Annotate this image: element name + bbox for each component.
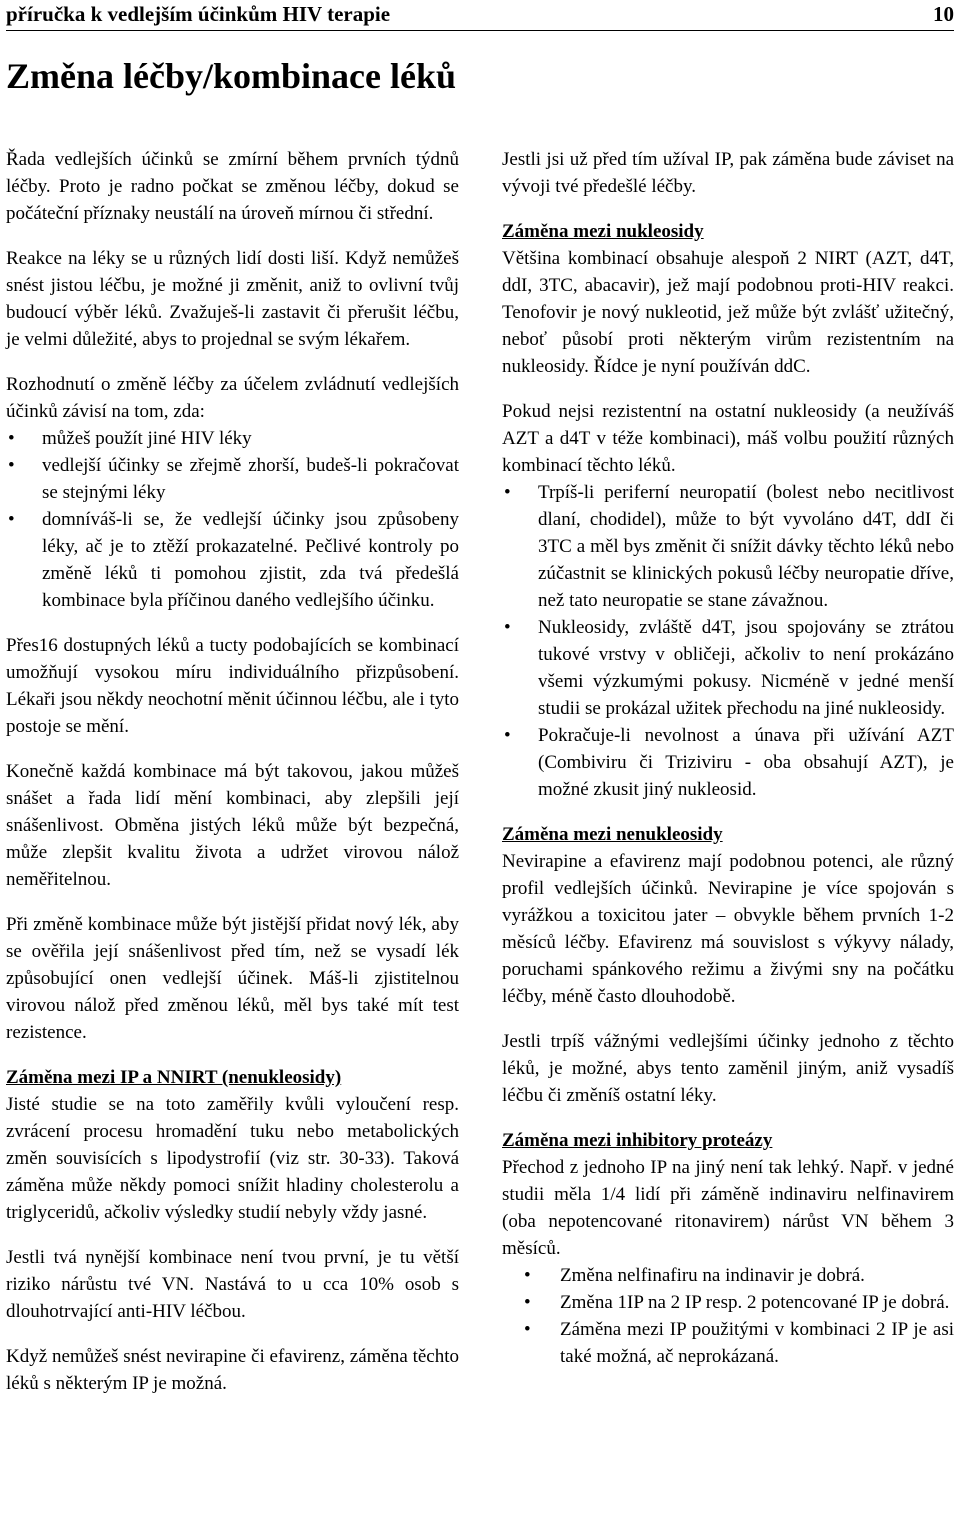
paragraph: Jisté studie se na toto zaměřily kvůli vyloučení resp. zvrácení procesu hromadění tuku nebo metabolických změn souvisících s lipodystrofií (viz str. 30-33). Taková záměna může někdy pomoci snížit hladiny cholesterolu a triglyceridů, ačkoliv výsledky studií nebyly vždy jasné. bbox=[6, 1094, 459, 1223]
page-title: Změna léčby/kombinace léků bbox=[6, 56, 457, 96]
paragraph: Jestli trpíš vážnými vedlejšími účinky jednoho z těchto léků, je možné, abys tento zaměnil jiným, aniž vysadíš léčbu či změníš ostatní léky. bbox=[502, 1031, 954, 1106]
bullet-list bbox=[502, 1262, 954, 1370]
paragraph: Většina kombinací obsahuje alespoň 2 NIRT (AZT, d4T, ddI, 3TC, abacavir), jež mají podobnou proti-HIV reakci. Tenofovir je nový nukleotid, jež může být zvlášť užitečný, neboť působí proti některým virům rezistentním na nukleosidy. Řídce je nyní používán ddC. bbox=[502, 248, 954, 377]
bullet-list bbox=[502, 479, 954, 803]
section-heading-ip-nnirt: Záměna mezi IP a NNIRT (nenukleosidy) bbox=[6, 1067, 342, 1088]
list-item: • Změna 1IP na 2 IP resp. 2 potencované IP je dobrá. bbox=[502, 1289, 954, 1316]
list-item: • Nukleosidy, zvláště d4T, jsou spojovány se ztrátou tukové vrstvy v obličeji, ačkoliv to není prokázáno všemi výzkumými pokusy. Nicméně v jedné menší studii se prokázal užitek přechodu na jiné nukleosidy. bbox=[502, 614, 954, 722]
list-item: • Změna nelfinafiru na indinavir je dobrá. bbox=[502, 1262, 954, 1289]
paragraph: Když nemůžeš snést nevirapine či efavirenz, záměna těchto léků s některým IP je možná. bbox=[6, 1346, 459, 1394]
section-heading-nenukleosidy: Záměna mezi nenukleosidy bbox=[502, 824, 723, 845]
paragraph: Přes16 dostupných léků a tucty podobajících se kombinací umožňují vysokou míru individuálního přizpůsobení. Lékaři jsou někdy neochotní měnit účinnou léčbu, ale i tyto postoje se mění. bbox=[6, 635, 459, 737]
paragraph: Při změně kombinace může být jistější přidat nový lék, aby se ověřila její snášenlivost před tím, než se vysadí lék způsobující onen vedlejší účinek. Máš-li zjistitelnou virovou nálož před změnou léků, měl bys také mít test rezistence. bbox=[6, 914, 459, 1043]
running-header bbox=[6, 0, 954, 27]
list-item: • Pokračuje-li nevolnost a únava při užívání AZT (Combiviru či Triziviru - oba obsahují AZT), je možné zkusit jiný nukleosid. bbox=[502, 722, 954, 803]
list-item: • vedlejší účinky se zřejmě zhorší, budeš-li pokračovat se stejnými léky bbox=[6, 452, 459, 506]
paragraph: Jestli jsi už před tím užíval IP, pak záměna bude záviset na vývoji tvé předešlé léčby. bbox=[502, 149, 954, 197]
right-column bbox=[502, 146, 954, 1415]
paragraph: Nevirapine a efavirenz mají podobnou potenci, ale různý profil vedlejších účinků. Nevirapine je více spojován s vyrážkou a toxicitou jater – obvykle během prvních 1-2 měsíců léčby. Efavirenz má souvislost s výkyvy nálady, poruchami spánkového režimu a živými sny na počátku léčby, méně často dlouhodobě. bbox=[502, 851, 954, 1007]
section-heading-inhibitory: Záměna mezi inhibitory proteázy bbox=[502, 1130, 773, 1151]
paragraph: Rozhodnutí o změně léčby za účelem zvládnutí vedlejších účinků závisí na tom, zda: bbox=[6, 374, 459, 422]
running-title: příručka k vedlejším účinkům HIV terapie bbox=[6, 2, 391, 26]
paragraph: Přechod z jednoho IP na jiný není tak lehký. Např. v jedné studii měla 1/4 lidí při záměně indinaviru nelfinavirem (oba nepotencované ritonavirem) nárůst VN během 3 měsíců. bbox=[502, 1157, 954, 1259]
list-item: • domníváš-li se, že vedlejší účinky jsou způsobeny léky, ač je to ztěží prokazatelné. Pečlivé kontroly po změně léků ti pomohou zjistit, zda tvá předešlá kombinace byla příčinou daného vedlejšího účinku. bbox=[6, 506, 459, 614]
section-heading-nukleosidy: Záměna mezi nukleosidy bbox=[502, 221, 704, 242]
paragraph: Jestli tvá nynější kombinace není tvou první, je tu větší riziko nárůstu tvé VN. Nastává to u cca 10% osob s dlouhotrvající anti-HIV léčbou. bbox=[6, 1247, 459, 1322]
two-column-body bbox=[6, 146, 954, 1415]
bullet-list bbox=[6, 425, 459, 614]
paragraph: Reakce na léky se u různých lidí dosti liší. Když nemůžeš snést jistou léčbu, je možné ji změnit, aniž to ovlivní tvůj budoucí výběr léků. Zvažuješ-li zastavit či přerušit léčbu, je velmi důležité, abys to projednal se svým lékařem. bbox=[6, 248, 459, 350]
page-number: 10 bbox=[933, 2, 954, 26]
header-rule bbox=[6, 30, 954, 31]
list-item: • můžeš použít jiné HIV léky bbox=[6, 425, 459, 452]
paragraph: Konečně každá kombinace má být takovou, jakou můžeš snášet a řada lidí mění kombinaci, aby zlepšili její snášenlivost. Obměna jistých léků může být bezpečná, může zlepšit kvalitu života a udržet virovou nálož neměřitelnou. bbox=[6, 761, 459, 890]
list-item: • Záměna mezi IP použitými v kombinaci 2 IP je asi také možná, ač neprokázaná. bbox=[502, 1316, 954, 1370]
left-column bbox=[6, 146, 459, 1415]
list-item: • Trpíš-li periferní neuropatií (bolest nebo necitlivost dlaní, chodidel), může to být vyvoláno d4T, ddI či 3TC a měl bys změnit či snížit dávky těchto léků nebo zúčastnit se klinických pokusů léčby neuropatie dříve, než tato neuropatie se stane závažnou. bbox=[502, 479, 954, 614]
paragraph: Pokud nejsi rezistentní na ostatní nukleosidy (a neužíváš AZT a d4T v téže kombinaci), máš volbu použití různých kombinací těchto léků. bbox=[502, 401, 954, 476]
paragraph: Řada vedlejších účinků se zmírní během prvních týdnů léčby. Proto je radno počkat se změnou léčby, dokud se počáteční příznaky neustálí na úroveň mírnou či střední. bbox=[6, 149, 459, 224]
